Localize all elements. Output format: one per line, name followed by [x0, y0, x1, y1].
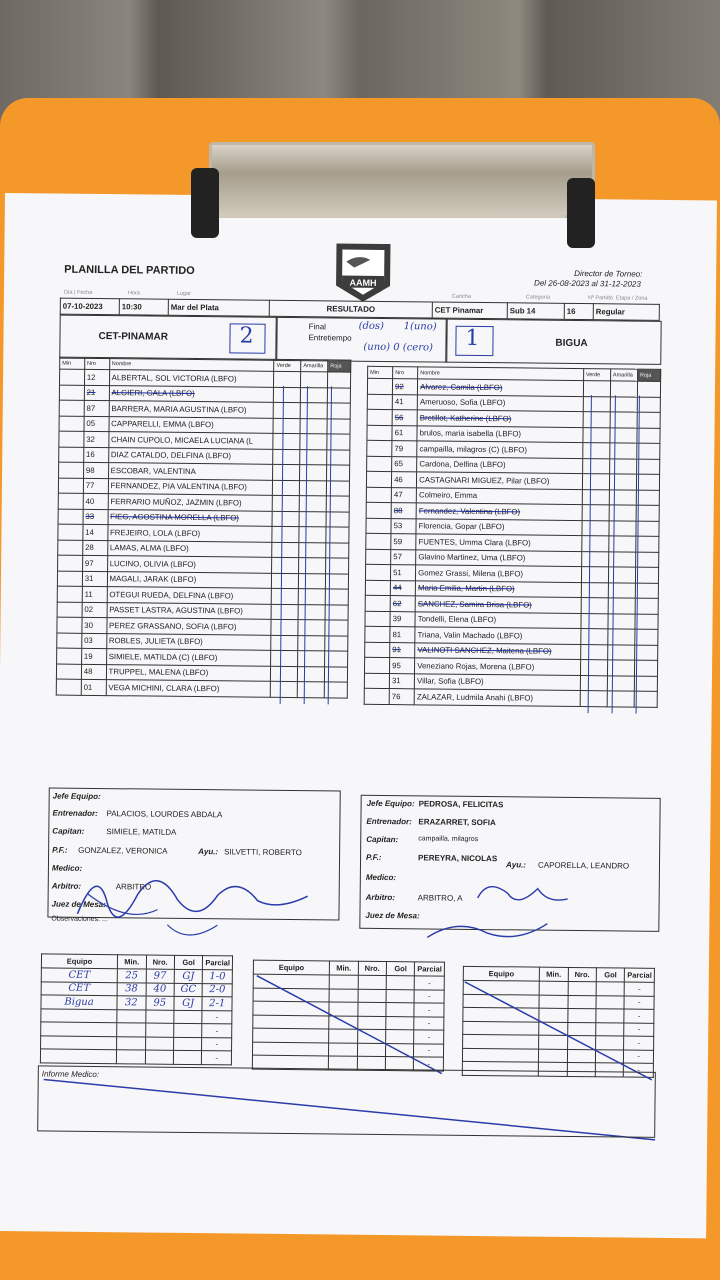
player-nro: 32: [84, 431, 109, 447]
player-nro: 79: [392, 441, 417, 457]
col-nro: Nro.: [358, 961, 387, 975]
col-min: Min: [368, 366, 393, 378]
player-name: Glavino Martinez, Uma (LBFO): [416, 549, 582, 566]
hw-dos: (dos): [358, 320, 385, 332]
home-ayu: SILVETTI, ROBERTO: [224, 847, 302, 858]
player-name: PASSET LASTRA, AGUSTINA (LBFO): [107, 602, 272, 619]
away-entrenador-label: Entrenador:: [366, 816, 412, 827]
home-ayu-label: Ayu.:: [198, 847, 219, 857]
home-entrenador: PALACIOS, LOURDES ABDALA: [106, 809, 223, 820]
col-parcial: Parcial: [203, 956, 233, 970]
player-nro: 48: [81, 664, 106, 680]
goal-gol: GJ: [174, 969, 203, 983]
etapa-label: Etapa / Zona: [615, 295, 648, 302]
player-name: Florencia, Gopar (LBFO): [416, 518, 582, 535]
goal-equipo: CET: [41, 968, 117, 982]
player-nro: 16: [83, 447, 108, 463]
player-name: DIAZ CATALDO, DELFINA (LBFO): [108, 447, 273, 464]
goal-parcial: -: [624, 996, 654, 1010]
goal-parcial: -: [414, 1057, 444, 1071]
player-name: Veneziano Rojas, Morena (LBFO): [415, 658, 581, 675]
col-parcial: Parcial: [625, 968, 655, 982]
goal-gol: GJ: [174, 996, 203, 1010]
col-verde: Verde: [274, 359, 301, 371]
home-jefe-label: Jefe Equipo:: [52, 791, 101, 802]
col-nro: Nro: [84, 357, 109, 369]
partido-value: 16: [564, 303, 593, 319]
player-nro: 98: [83, 462, 108, 478]
player-nro: 44: [390, 580, 415, 596]
player-name: LAMAS, ALMA (LBFO): [107, 540, 272, 557]
categoria-value: Sub 14: [507, 303, 564, 319]
goal-parcial: -: [202, 1024, 232, 1038]
home-pf: GONZALEZ, VERONICA: [78, 845, 168, 856]
player-name: MAGALI, JARAK (LBFO): [107, 571, 272, 588]
director-label: Director de Torneo:: [574, 268, 643, 279]
player-nro: 21: [84, 385, 109, 401]
sheet-title: PLANILLA DEL PARTIDO: [64, 263, 195, 277]
home-capitan-label: Capitan:: [52, 826, 85, 836]
informe-label: Informe Medico:: [41, 1069, 100, 1080]
player-name: FERRARIO MUÑOZ, JAZMIN (LBFO): [108, 494, 273, 511]
date-range: Del 26-08-2023 al 31-12-2023: [534, 278, 641, 289]
player-name: SANCHEZ, Samira Brisa (LBFO): [415, 596, 581, 613]
player-nro: 56: [392, 410, 417, 426]
goal-parcial: -: [625, 982, 655, 996]
match-time: 10:30: [119, 299, 168, 315]
player-name: VEGA MICHINI, CLARA (LBFO): [106, 680, 271, 697]
player-name: FIEG, AGOSTINA MORELLA (LBFO): [108, 509, 273, 526]
col-amarilla: Amarilla: [610, 369, 637, 381]
goal-parcial: -: [624, 1063, 654, 1077]
player-nro: 19: [81, 648, 106, 664]
goal-min: 32: [117, 996, 146, 1010]
observaciones-label: Observaciones: ...: [51, 915, 108, 924]
etapa-value: Regular: [593, 304, 659, 320]
player-nro: 76: [389, 689, 414, 705]
player-nro: 41: [392, 394, 417, 410]
categoria-label: Categoría: [525, 294, 551, 301]
goal-parcial: -: [624, 1050, 654, 1064]
col-nro: Nro.: [146, 955, 175, 969]
col-nombre: Nombre: [418, 367, 584, 381]
home-arbitro-label: Arbitro:: [51, 881, 82, 891]
away-medico-label: Medico:: [365, 872, 397, 883]
player-nro: 31: [389, 673, 414, 689]
player-nro: 51: [391, 565, 416, 581]
player-name: SIMIELE, MATILDA (C) (LBFO): [106, 649, 271, 666]
player-nro: 02: [82, 602, 107, 618]
goal-parcial: -: [414, 1030, 444, 1044]
away-arbitro-label: Arbitro:: [365, 892, 396, 903]
player-nro: 81: [390, 627, 415, 643]
logo-text: AAMH: [349, 277, 377, 288]
player-nro: 05: [84, 416, 109, 432]
goal-parcial: -: [624, 1036, 654, 1050]
goal-min: 25: [117, 969, 146, 983]
player-nro: 47: [391, 487, 416, 503]
player-nro: 31: [82, 571, 107, 587]
player-name: ROBLES, JULIETA (LBFO): [106, 633, 271, 650]
hora-label: Hora: [127, 290, 140, 297]
cancha-value: CET Pinamar: [432, 302, 507, 318]
player-nro: 62: [390, 596, 415, 612]
player-name: VALINOTI SANCHEZ, Maitena (LBFO): [415, 642, 581, 659]
player-nro: 65: [392, 456, 417, 472]
informe-box: [37, 1065, 656, 1137]
match-date: 07-10-2023: [60, 298, 119, 314]
player-nro: 88: [391, 503, 416, 519]
goal-equipo: CET: [41, 981, 117, 995]
player-nro: 53: [391, 518, 416, 534]
player-nro: 57: [391, 549, 416, 565]
home-medico-label: Medico:: [51, 863, 83, 873]
player-nro: 30: [82, 617, 107, 633]
goal-parcial: -: [202, 1010, 232, 1024]
away-team-name: BIGUA: [555, 337, 588, 350]
home-team-name: CET-PINAMAR: [98, 330, 169, 343]
col-gol: Gol: [596, 968, 625, 982]
dia-label: Día | Fecha: [63, 289, 93, 296]
player-nro: 95: [390, 658, 415, 674]
player-nro: 91: [390, 642, 415, 658]
player-name: CASTAGNARI MIGUEZ, Pilar (LBFO): [417, 472, 583, 489]
goal-parcial: -: [624, 1023, 654, 1037]
goal-parcial: 2-1: [202, 997, 232, 1011]
player-nro: 14: [83, 524, 108, 540]
player-nro: 03: [82, 633, 107, 649]
goal-parcial: -: [414, 989, 444, 1003]
player-nro: 77: [83, 478, 108, 494]
col-nombre: Nombre: [109, 358, 274, 372]
resultado-header: RESULTADO: [269, 300, 432, 317]
goal-nro: 40: [146, 983, 175, 997]
player-nro: 97: [82, 555, 107, 571]
col-nro: Nro.: [568, 967, 597, 981]
player-name: FREJEIRO, LOLA (LBFO): [107, 525, 272, 542]
goal-parcial: -: [202, 1051, 232, 1065]
goal-equipo: Bigua: [41, 995, 117, 1009]
home-goals: 2: [239, 323, 254, 349]
player-name: ZALAZAR, Ludmila Anahi (LBFO): [414, 689, 580, 706]
player-nro: 46: [392, 472, 417, 488]
player-nro: 33: [83, 509, 108, 525]
goal-parcial: 2-0: [202, 983, 232, 997]
player-nro: 12: [84, 369, 109, 385]
goal-parcial: -: [414, 1003, 444, 1017]
away-goals: 1: [465, 325, 480, 351]
partido-label: Nº Partido: [587, 295, 613, 302]
goal-parcial: 1-0: [203, 970, 233, 984]
col-min: Min.: [329, 961, 358, 975]
home-entrenador-label: Entrenador:: [52, 808, 98, 819]
player-name: OTEGUI RUEDA, DELFINA (LBFO): [107, 587, 272, 604]
away-capitan: campailla, milagros: [418, 835, 479, 843]
player-name: Gomez Grassi, Milena (LBFO): [416, 565, 582, 582]
player-name: Villar, Sofia (LBFO): [414, 673, 580, 690]
player-name: FUENTES, Umma Clara (LBFO): [416, 534, 582, 551]
player-nro: 61: [392, 425, 417, 441]
player-name: campailla, milagros (C) (LBFO): [417, 441, 583, 458]
player-nro: 28: [83, 540, 108, 556]
player-nro: 59: [391, 534, 416, 550]
away-jefe-label: Jefe Equipo:: [366, 798, 415, 809]
col-parcial: Parcial: [415, 962, 445, 976]
player-name: Alvarez, Camila (LBFO): [418, 379, 584, 396]
home-juez-label: Juez de Mesa:: [51, 899, 106, 910]
hw-uno-cero: (uno) 0 (cero): [363, 341, 434, 354]
player-name: LUCINO, OLIVIA (LBFO): [107, 556, 272, 573]
player-name: Ameruoso, Sofia (LBFO): [417, 394, 583, 411]
goal-parcial: -: [202, 1037, 232, 1051]
col-min: Min.: [539, 967, 568, 981]
goal-nro: 97: [146, 969, 175, 983]
final-label: Final: [308, 322, 327, 332]
player-name: Fernandez, Valentina (LBFO): [416, 503, 582, 520]
away-capitan-label: Capitan:: [366, 834, 399, 845]
hw-uno: 1(uno): [403, 321, 437, 333]
player-nro: 40: [83, 493, 108, 509]
col-gol: Gol: [386, 962, 415, 976]
player-nro: 87: [84, 400, 109, 416]
goal-parcial: -: [414, 1016, 444, 1030]
away-jefe: PEDROSA, FELICITAS: [418, 799, 504, 810]
player-name: FERNANDEZ, PIA VALENTINA (LBFO): [108, 478, 273, 495]
player-name: Maria Emilia, Martin (LBFO): [415, 580, 581, 597]
away-ayu: CAPORELLA, LEANDRO: [537, 860, 630, 871]
home-capitan: SIMIELE, MATILDA: [106, 827, 177, 837]
goal-parcial: -: [414, 1043, 444, 1057]
away-pf-label: P.F.:: [366, 852, 382, 862]
player-name: BARRERA, MARIA AGUSTINA (LBFO): [109, 401, 274, 418]
cancel-strokes: [0, 193, 717, 1200]
player-nro: 11: [82, 586, 107, 602]
away-juez-label: Juez de Mesa:: [365, 910, 420, 921]
clip: [195, 128, 595, 248]
player-nro: 92: [392, 379, 417, 395]
goal-parcial: -: [415, 976, 445, 990]
col-gol: Gol: [174, 955, 203, 969]
away-ayu-label: Ayu.:: [505, 860, 527, 870]
home-arbitro: ARBITRO: [115, 882, 152, 892]
player-name: CAPPARELLI, EMMA (LBFO): [109, 416, 274, 433]
col-equipo: Equipo: [253, 960, 329, 975]
goal-min: 38: [117, 982, 146, 996]
player-nro: 39: [390, 611, 415, 627]
col-roja: Roja: [328, 360, 351, 372]
away-entrenador: ERAZARRET, SOFIA: [418, 817, 496, 828]
player-name: Tondelli, Elena (LBFO): [415, 611, 581, 628]
match-sheet: [0, 193, 717, 1238]
player-nro: 01: [81, 679, 106, 695]
col-nro: Nro: [393, 367, 418, 379]
lugar-label: Lugar: [176, 290, 192, 297]
col-equipo: Equipo: [463, 966, 539, 981]
goal-parcial: -: [624, 1009, 654, 1023]
col-roja: Roja: [637, 369, 660, 381]
goal-gol: GC: [174, 983, 203, 997]
player-name: TRUPPEL, MALENA (LBFO): [106, 664, 271, 681]
cancha-label: Cancha: [451, 293, 471, 300]
col-equipo: Equipo: [41, 954, 117, 969]
player-name: Colmeiro, Emma: [416, 487, 582, 504]
goal-nro: 95: [145, 996, 174, 1010]
player-name: ESCOBAR, VALENTINA: [108, 463, 273, 480]
col-min: Min.: [117, 955, 146, 969]
player-name: Bretillot, Katherine (LBFO): [417, 410, 583, 427]
player-name: ALBERTAL, SOL VICTORIA (LBFO): [109, 370, 274, 387]
col-verde: Verde: [583, 369, 610, 381]
col-min: Min: [60, 357, 85, 369]
entretiempo-label: Entretiempo: [308, 333, 352, 343]
away-arbitro: ARBITRO, A: [417, 893, 463, 903]
player-name: Cardona, Delfina (LBFO): [417, 456, 583, 473]
player-name: PEREZ GRASSANO, SOFIA (LBFO): [106, 618, 271, 635]
player-name: Triana, Valin Machado (LBFO): [415, 627, 581, 644]
player-name: CHAIN CUPOLO, MICAELA LUCIANA (L: [108, 432, 273, 449]
player-name: ALGIERI, GALA (LBFO): [109, 385, 274, 402]
player-name: brulos, maria isabella (LBFO): [417, 425, 583, 442]
home-pf-label: P.F.:: [52, 845, 68, 855]
match-place: Mar del Plata: [168, 299, 269, 316]
col-amarilla: Amarilla: [301, 360, 328, 372]
away-pf: PEREYRA, NICOLAS: [418, 853, 498, 864]
